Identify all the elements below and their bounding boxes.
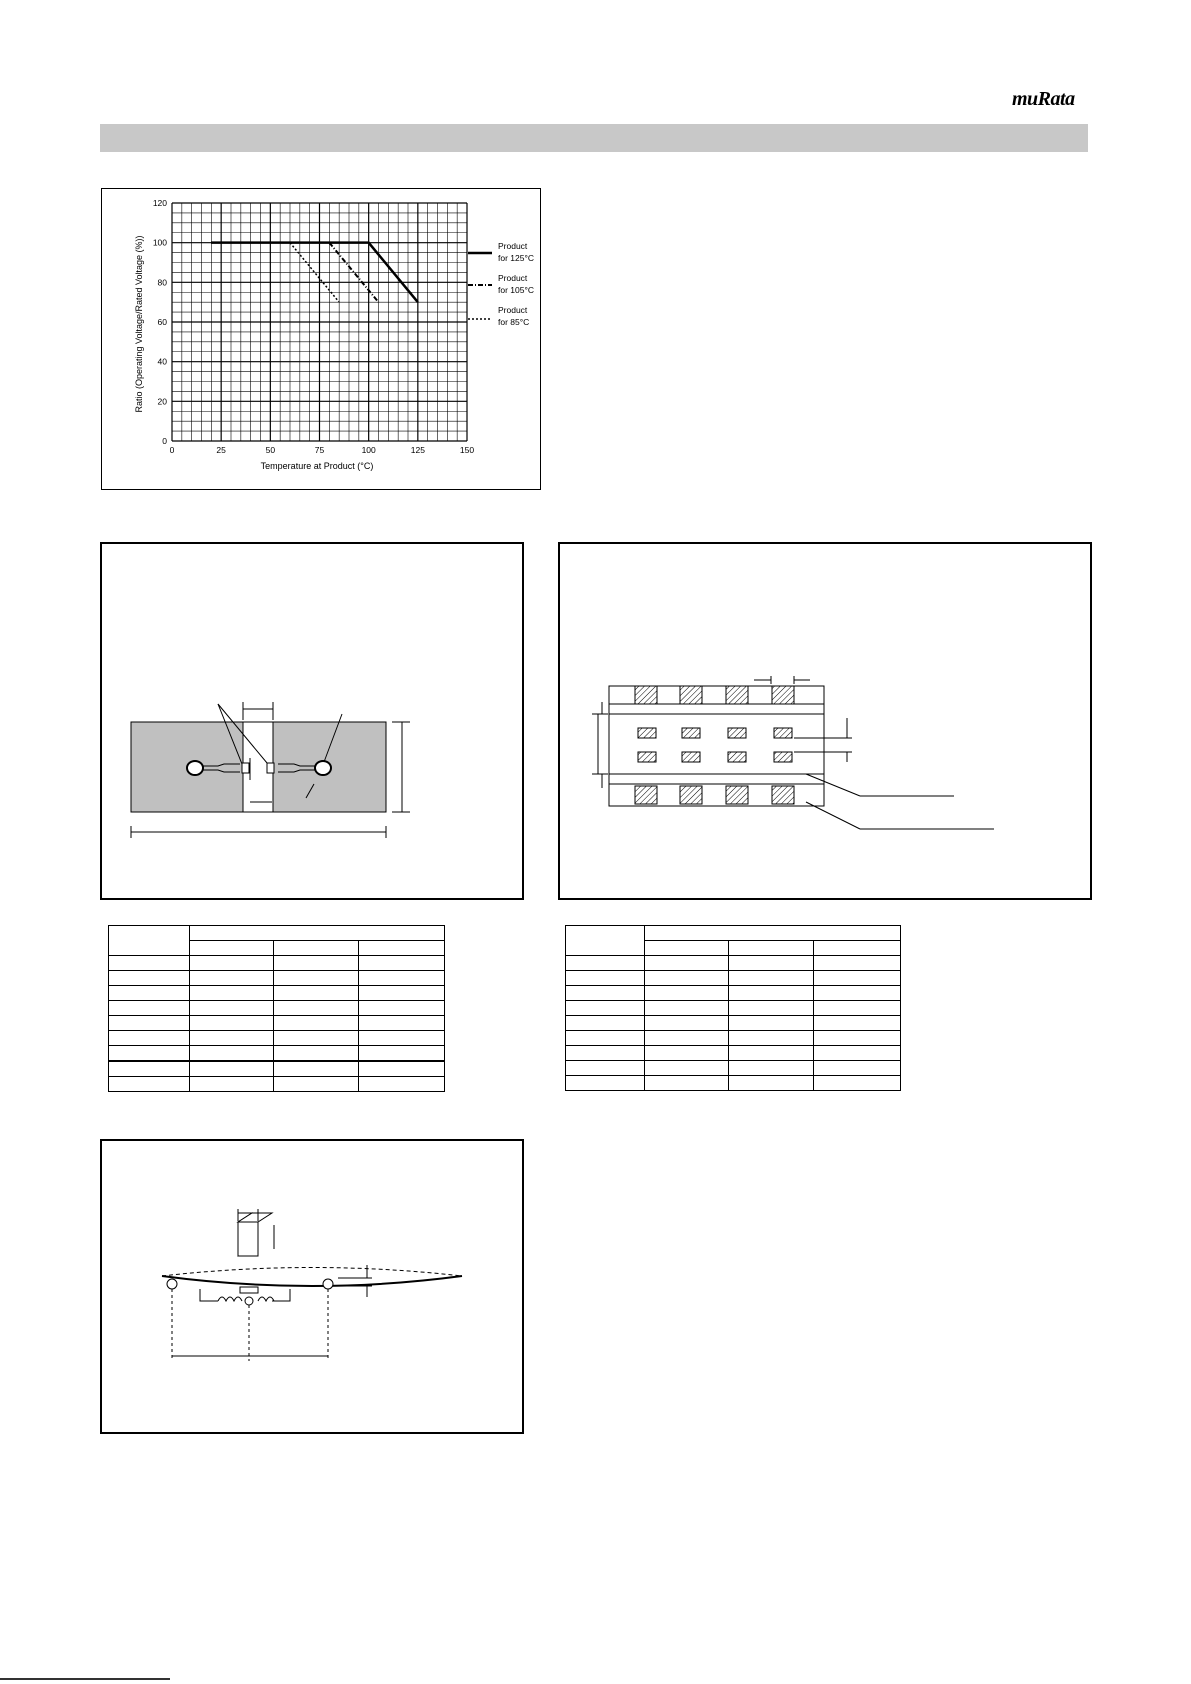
table-cell	[566, 1016, 645, 1031]
table-cell	[189, 1061, 274, 1077]
test-substrate-diagram	[102, 544, 522, 898]
table-row	[566, 1016, 901, 1031]
legend-item-85-line1: Product	[498, 305, 528, 315]
table-cell	[644, 1076, 729, 1091]
table-cell	[814, 971, 901, 986]
table-cell	[814, 1001, 901, 1016]
table-cell	[359, 1061, 445, 1077]
table-cell	[729, 1076, 814, 1091]
y-tick-label: 20	[157, 396, 167, 407]
y-tick-label: 40	[157, 356, 167, 367]
right-spec-table	[565, 925, 901, 1091]
x-tick-label: 25	[216, 445, 226, 455]
table-row	[109, 1016, 445, 1031]
table-cell	[729, 1001, 814, 1016]
table-cell	[814, 1061, 901, 1076]
left-pad	[242, 763, 249, 773]
table-cell	[109, 1031, 190, 1046]
table-cell	[644, 956, 729, 971]
table-cell	[359, 1001, 445, 1016]
table-cell	[274, 1061, 359, 1077]
bending-test-diagram	[102, 1141, 522, 1432]
table-cell	[109, 1077, 190, 1092]
table-cell	[729, 956, 814, 971]
table-cell	[566, 986, 645, 1001]
table-row	[109, 986, 445, 1001]
section-header-bar	[100, 124, 1088, 152]
derating-chart	[102, 189, 542, 491]
table-cell	[359, 1031, 445, 1046]
x-axis-label: Temperature at Product (°C)	[260, 461, 374, 471]
table-row	[566, 971, 901, 986]
table-cell	[189, 971, 274, 986]
table-cell	[189, 1001, 274, 1016]
table-cell	[109, 926, 190, 956]
table-cell	[109, 986, 190, 1001]
table-cell	[566, 926, 645, 956]
x-tick-label: 125	[410, 445, 425, 455]
table-cell	[274, 986, 359, 1001]
table-cell	[359, 971, 445, 986]
table-cell	[189, 1046, 274, 1062]
table-row	[109, 1061, 445, 1077]
table-cell	[274, 971, 359, 986]
table-cell	[814, 1016, 901, 1031]
table-cell	[566, 1046, 645, 1061]
table-row	[109, 1077, 445, 1092]
table-cell	[189, 926, 444, 941]
legend-item-105-line2: for 105°C	[498, 285, 535, 295]
table-row	[109, 1031, 445, 1046]
table-row	[566, 1061, 901, 1076]
table-cell	[359, 1046, 445, 1062]
x-tick-label: 75	[314, 445, 325, 455]
table-cell	[566, 1061, 645, 1076]
table-cell	[189, 1077, 274, 1092]
table-cell	[359, 956, 445, 971]
table-cell	[644, 1046, 729, 1061]
table-cell	[189, 1031, 274, 1046]
table-row	[566, 926, 901, 941]
table-cell	[566, 956, 645, 971]
table-cell	[729, 986, 814, 1001]
table-row	[109, 1001, 445, 1016]
x-tick-label: 100	[361, 445, 376, 455]
legend	[468, 241, 534, 327]
table-cell	[274, 956, 359, 971]
table-cell	[729, 1031, 814, 1046]
table-cell	[359, 1016, 445, 1031]
table-row	[109, 956, 445, 971]
table-row	[109, 926, 445, 941]
table-cell	[274, 1046, 359, 1062]
table-cell	[814, 956, 901, 971]
table-cell	[109, 1046, 190, 1062]
y-tick-label: 100	[152, 237, 167, 248]
table-cell	[109, 956, 190, 971]
land-pattern-frame	[558, 542, 1092, 900]
table-cell	[189, 941, 274, 956]
table-cell	[644, 926, 900, 941]
table-cell	[274, 1077, 359, 1092]
table-cell	[814, 1076, 901, 1091]
table-row	[566, 1001, 901, 1016]
bending-test-frame	[100, 1139, 524, 1434]
legend-item-105-line1: Product	[498, 273, 528, 283]
table-cell	[274, 1031, 359, 1046]
left-land-hole	[187, 761, 203, 775]
table-cell	[814, 941, 901, 956]
footer-rule	[0, 1678, 170, 1680]
table-cell	[814, 1046, 901, 1061]
y-tick-label: 120	[152, 198, 167, 208]
derating-chart-frame	[101, 188, 541, 490]
table-cell	[814, 1031, 901, 1046]
test-substrate-frame	[100, 542, 524, 900]
table-cell	[644, 1061, 729, 1076]
chart-ticks	[153, 198, 475, 455]
table-cell	[566, 971, 645, 986]
table-cell	[359, 1077, 445, 1092]
table-cell	[644, 1001, 729, 1016]
table-cell	[274, 941, 359, 956]
table-cell	[644, 1016, 729, 1031]
land-pattern-diagram	[560, 544, 1090, 898]
table-cell	[566, 1031, 645, 1046]
table-cell	[814, 986, 901, 1001]
table-cell	[729, 941, 814, 956]
legend-item-125-line1: Product	[498, 241, 528, 251]
table-row	[109, 1046, 445, 1062]
table-cell	[109, 1061, 190, 1077]
legend-item-85-line2: for 85°C	[498, 317, 530, 327]
right-land-hole	[315, 761, 331, 775]
table-cell	[274, 1016, 359, 1031]
table-cell	[729, 1061, 814, 1076]
y-tick-label: 60	[157, 317, 167, 327]
y-axis-label: Ratio (Operating Voltage/Rated Voltage (%))	[134, 235, 144, 413]
right-pad	[267, 763, 274, 773]
table-cell	[644, 971, 729, 986]
table-cell	[189, 986, 274, 1001]
table-cell	[644, 986, 729, 1001]
table-cell	[729, 1046, 814, 1061]
table-cell	[566, 1001, 645, 1016]
table-row	[566, 1046, 901, 1061]
table-cell	[109, 1016, 190, 1031]
table-cell	[189, 956, 274, 971]
murata-logo: muRata	[1012, 88, 1075, 110]
chart-grid	[172, 203, 467, 441]
x-tick-label: 50	[265, 445, 276, 455]
y-tick-label: 0	[162, 436, 167, 446]
table-cell	[644, 1031, 729, 1046]
table-row	[566, 956, 901, 971]
table-cell	[729, 971, 814, 986]
table-cell	[359, 941, 445, 956]
left-spec-table	[108, 925, 445, 1092]
table-cell	[359, 986, 445, 1001]
table-cell	[109, 971, 190, 986]
table-row	[109, 971, 445, 986]
table-cell	[566, 1076, 645, 1091]
table-row	[566, 1031, 901, 1046]
table-cell	[109, 1001, 190, 1016]
x-tick-label: 0	[169, 445, 175, 455]
legend-item-125-line2: for 125°C	[498, 253, 535, 263]
table-row	[566, 1076, 901, 1091]
table-cell	[729, 1016, 814, 1031]
table-row	[566, 986, 901, 1001]
table-cell	[274, 1001, 359, 1016]
table-cell	[189, 1016, 274, 1031]
x-tick-label: 150	[459, 445, 475, 455]
y-tick-label: 80	[157, 277, 167, 288]
table-cell	[644, 941, 729, 956]
